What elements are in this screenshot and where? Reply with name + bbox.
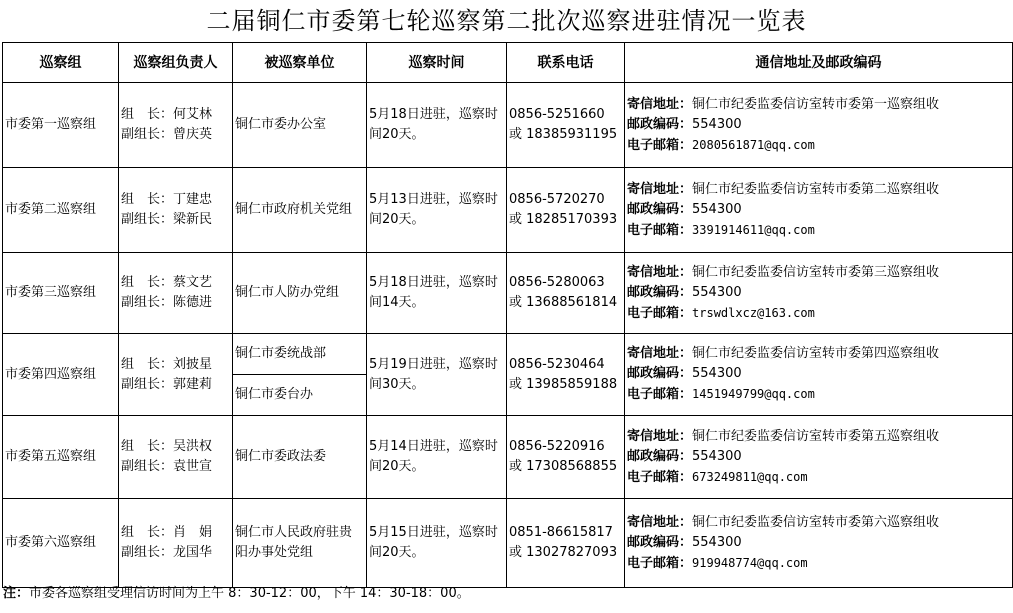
- mail-label: 寄信地址：: [627, 514, 693, 530]
- leader-name: 丁建忠: [173, 192, 213, 207]
- email-line: [627, 553, 1010, 574]
- phone-secondary: 或 17308568855: [509, 459, 618, 474]
- postcode-line: [627, 283, 1010, 303]
- leader-name: 何艾林: [173, 107, 213, 122]
- group-name-cell: 市委第六巡察组: [3, 499, 119, 588]
- leader-line: [121, 105, 230, 125]
- leader-cell: [119, 83, 233, 168]
- phone-primary: 0856-5220916: [509, 439, 605, 454]
- address-cell: [625, 168, 1013, 253]
- email-line: [627, 467, 1010, 488]
- mail-address: 铜仁市纪委监委信访室转市委第五巡察组收: [692, 428, 940, 444]
- unit-cell: 铜仁市委政法委: [233, 416, 367, 499]
- mail-line: [627, 344, 1010, 364]
- inspection-table: [2, 42, 1013, 588]
- mail-address: 铜仁市纪委监委信访室转市委第六巡察组收: [692, 514, 940, 530]
- email-value: trswdlxcz@163.com: [692, 305, 815, 320]
- deputy-line: [121, 543, 230, 563]
- postcode-label: 邮政编码：: [627, 448, 693, 464]
- deputy-prefix: 副组长：: [121, 376, 174, 392]
- mail-line: [627, 427, 1010, 447]
- footnote-label: 注：: [3, 586, 30, 601]
- postcode-value: 554300: [692, 366, 742, 381]
- phone-cell: [507, 168, 625, 253]
- deputy-prefix: 副组长：: [121, 545, 174, 560]
- address-cell: [625, 334, 1013, 416]
- table-row: [3, 253, 1013, 334]
- leader-cell: [119, 334, 233, 416]
- time-cell: 5月19日进驻，巡察时间30天。: [367, 334, 507, 416]
- leader-prefix: 组 长：: [121, 356, 174, 372]
- table-row: [3, 416, 1013, 499]
- phone-primary: 0851-86615817: [509, 525, 613, 540]
- email-line: [627, 220, 1010, 241]
- unit-cell: 铜仁市委办公室: [233, 83, 367, 168]
- mail-label: 寄信地址：: [627, 346, 693, 361]
- leader-cell: [119, 499, 233, 588]
- phone-cell: [507, 416, 625, 499]
- leader-name: 吴洪权: [173, 439, 213, 454]
- leader-cell: [119, 416, 233, 499]
- email-value: 2080561871@qq.com: [692, 137, 815, 152]
- deputy-prefix: 副组长：: [121, 295, 174, 310]
- leader-cell: [119, 253, 233, 334]
- deputy-name: 郭建莉: [173, 376, 213, 392]
- deputy-name: 曾庆英: [173, 127, 213, 142]
- email-label: 电子邮箱：: [627, 555, 693, 571]
- phone-cell: [507, 83, 625, 168]
- postcode-line: [627, 115, 1010, 135]
- leader-line: [121, 437, 230, 457]
- phone-primary: 0856-5251660: [509, 107, 605, 122]
- unit-cell: 铜仁市委台办: [233, 375, 367, 416]
- postcode-value: 554300: [692, 201, 742, 217]
- email-label: 电子邮箱：: [627, 387, 693, 402]
- time-cell: 5月15日进驻，巡察时间20天。: [367, 499, 507, 588]
- group-name-cell: 市委第四巡察组: [3, 334, 119, 416]
- deputy-prefix: 副组长：: [121, 459, 174, 474]
- postcode-value: 554300: [692, 534, 742, 550]
- email-label: 电子邮箱：: [627, 305, 693, 321]
- postcode-value: 554300: [692, 284, 742, 300]
- table-row: [3, 334, 1013, 375]
- phone-primary: 0856-5720270: [509, 192, 605, 207]
- postcode-label: 邮政编码：: [627, 201, 693, 217]
- group-name-cell: 市委第三巡察组: [3, 253, 119, 334]
- email-value: 1451949799@qq.com: [692, 387, 815, 401]
- phone-cell: [507, 334, 625, 416]
- postcode-line: [627, 533, 1010, 553]
- header-time: 巡察时间: [367, 43, 507, 83]
- footnote-text: 市委各巡察组受理信访时间为上午 8：30-12：00，下午 14：30-18：00。: [29, 586, 470, 601]
- deputy-line: [121, 375, 230, 395]
- postcode-value: 554300: [692, 448, 742, 464]
- header-phone: 联系电话: [507, 43, 625, 83]
- group-name-cell: 市委第五巡察组: [3, 416, 119, 499]
- leader-line: [121, 190, 230, 210]
- group-name-cell: 市委第一巡察组: [3, 83, 119, 168]
- leader-prefix: 组 长：: [121, 192, 174, 207]
- mail-line: [627, 95, 1010, 115]
- postcode-label: 邮政编码：: [627, 116, 693, 132]
- leader-line: [121, 355, 230, 375]
- mail-line: [627, 263, 1010, 283]
- header-group: 巡察组: [3, 43, 119, 83]
- postcode-line: [627, 364, 1010, 384]
- unit-cell: 铜仁市政府机关党组: [233, 168, 367, 253]
- postcode-label: 邮政编码：: [627, 534, 693, 550]
- unit-cell: 铜仁市委统战部: [233, 334, 367, 375]
- email-value: 919948774@qq.com: [692, 555, 808, 570]
- phone-cell: [507, 253, 625, 334]
- deputy-prefix: 副组长：: [121, 127, 174, 142]
- table-row: [3, 168, 1013, 253]
- phone-secondary: 或 18285170393: [509, 212, 618, 227]
- email-line: [627, 303, 1010, 324]
- email-label: 电子邮箱：: [627, 469, 693, 485]
- header-address: 通信地址及邮政编码: [625, 43, 1013, 83]
- email-value: 3391914611@qq.com: [692, 222, 815, 237]
- address-cell: [625, 416, 1013, 499]
- leader-line: [121, 523, 230, 543]
- mail-address: 铜仁市纪委监委信访室转市委第四巡察组收: [692, 346, 940, 361]
- address-cell: [625, 83, 1013, 168]
- mail-line: [627, 513, 1010, 533]
- phone-secondary: 或 18385931195: [509, 127, 618, 142]
- mail-line: [627, 180, 1010, 200]
- header-row: [3, 43, 1013, 83]
- postcode-value: 554300: [692, 116, 742, 132]
- unit-cell: 铜仁市人防办党组: [233, 253, 367, 334]
- deputy-name: 龙国华: [173, 545, 213, 560]
- postcode-label: 邮政编码：: [627, 284, 693, 300]
- leader-prefix: 组 长：: [121, 439, 174, 454]
- time-cell: 5月18日进驻，巡察时间20天。: [367, 83, 507, 168]
- leader-name: 蔡文艺: [173, 275, 213, 290]
- page-title: 二届铜仁市委第七轮巡察第二批次巡察进驻情况一览表: [206, 7, 807, 35]
- address-cell: [625, 499, 1013, 588]
- postcode-line: [627, 447, 1010, 467]
- phone-cell: [507, 499, 625, 588]
- leader-prefix: 组 长：: [121, 525, 174, 540]
- header-unit: 被巡察单位: [233, 43, 367, 83]
- leader-cell: [119, 168, 233, 253]
- mail-label: 寄信地址：: [627, 264, 693, 280]
- phone-secondary: 或 13985859188: [509, 376, 618, 392]
- deputy-line: [121, 210, 230, 230]
- table-body: [3, 83, 1013, 588]
- time-cell: 5月13日进驻，巡察时间20天。: [367, 168, 507, 253]
- leader-line: [121, 273, 230, 293]
- postcode-label: 邮政编码：: [627, 366, 693, 381]
- leader-prefix: 组 长：: [121, 107, 174, 122]
- deputy-name: 陈德进: [173, 295, 213, 310]
- phone-primary: 0856-5230464: [509, 356, 605, 372]
- phone-secondary: 或 13027827093: [509, 545, 618, 560]
- leader-name: 刘披星: [173, 356, 213, 372]
- time-cell: 5月14日进驻，巡察时间20天。: [367, 416, 507, 499]
- footnote: [3, 582, 1008, 606]
- mail-address: 铜仁市纪委监委信访室转市委第一巡察组收: [692, 96, 940, 112]
- postcode-line: [627, 200, 1010, 220]
- table-row: [3, 83, 1013, 168]
- phone-secondary: 或 13688561814: [509, 295, 618, 310]
- leader-prefix: 组 长：: [121, 275, 174, 290]
- mail-address: 铜仁市纪委监委信访室转市委第三巡察组收: [692, 264, 940, 280]
- email-value: 673249811@qq.com: [692, 469, 808, 484]
- mail-address: 铜仁市纪委监委信访室转市委第二巡察组收: [692, 181, 940, 197]
- deputy-name: 袁世宣: [173, 459, 213, 474]
- mail-label: 寄信地址：: [627, 428, 693, 444]
- address-cell: [625, 253, 1013, 334]
- table-row: [3, 499, 1013, 588]
- mail-label: 寄信地址：: [627, 181, 693, 197]
- deputy-prefix: 副组长：: [121, 212, 174, 227]
- leader-name: 肖 娟: [173, 525, 213, 540]
- email-label: 电子邮箱：: [627, 137, 693, 153]
- unit-cell: 铜仁市人民政府驻贵阳办事处党组: [233, 499, 367, 588]
- deputy-line: [121, 457, 230, 477]
- email-line: [627, 384, 1010, 405]
- group-name-cell: 市委第二巡察组: [3, 168, 119, 253]
- mail-label: 寄信地址：: [627, 96, 693, 112]
- header-leader: 巡察组负责人: [119, 43, 233, 83]
- deputy-name: 梁新民: [173, 212, 213, 227]
- phone-primary: 0856-5280063: [509, 275, 605, 290]
- email-label: 电子邮箱：: [627, 222, 693, 238]
- deputy-line: [121, 293, 230, 313]
- time-cell: 5月18日进驻，巡察时间14天。: [367, 253, 507, 334]
- deputy-line: [121, 125, 230, 145]
- email-line: [627, 135, 1010, 156]
